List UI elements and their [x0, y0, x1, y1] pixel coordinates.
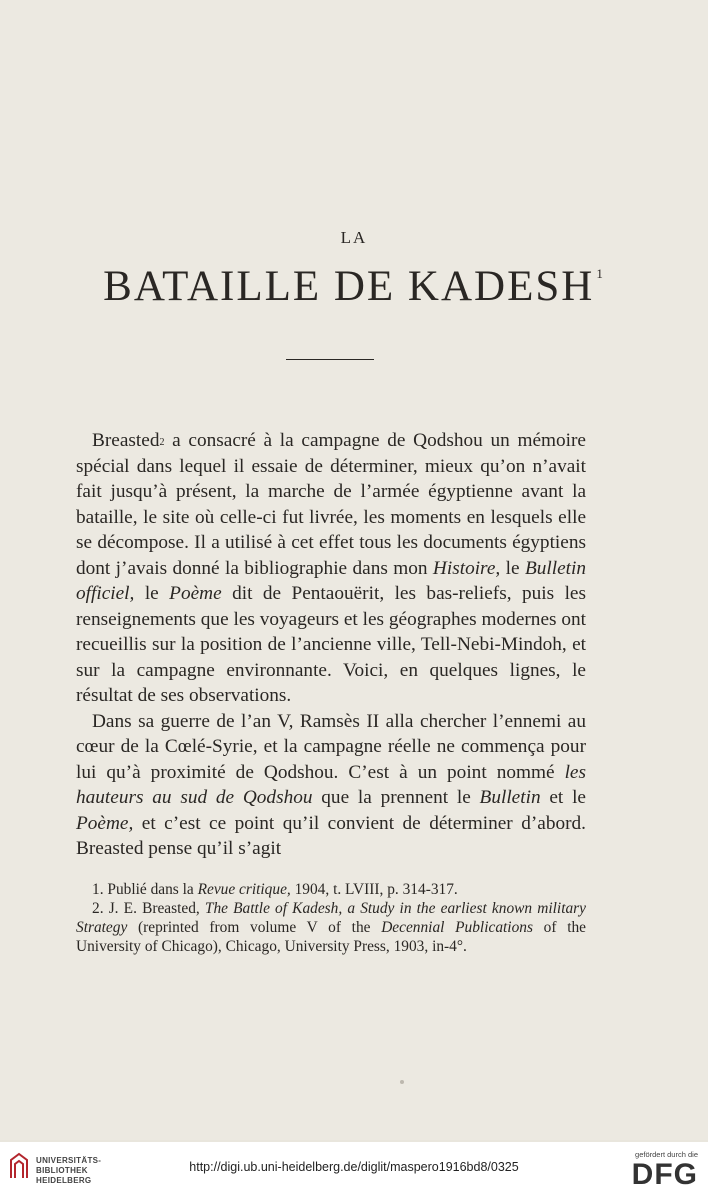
p1-italic-histoire: Histoire,	[432, 557, 501, 579]
footnote-2	[76, 899, 586, 956]
footnotes	[76, 880, 586, 956]
paper-speck	[400, 1080, 404, 1084]
fn1-text-b: 1904, t. LVIII, p. 314-317.	[290, 881, 458, 898]
p2-text-b: que la prennent le	[312, 787, 480, 808]
p1-text-c: le	[500, 557, 525, 579]
fn1-text-a: 1. Publié dans la	[92, 881, 198, 898]
dfg-logo: DFG	[631, 1158, 698, 1191]
digitization-footer	[0, 1142, 708, 1198]
p1-italic-bulletin: Bulletin officiel,	[76, 557, 586, 604]
title-footnote-ref: 1	[596, 266, 605, 281]
library-name-line3: HEIDELBERG	[36, 1176, 92, 1185]
fn2-text-c: of the University of Chicago), Chicago, University Press, 1903, in-4°.	[76, 919, 586, 955]
p1-text-d: le	[134, 583, 170, 604]
funded-by-label: gefördert durch die	[635, 1150, 698, 1159]
fn2-text-b: (reprinted from volume V of the	[127, 919, 382, 936]
footnote-1	[76, 880, 586, 899]
fn1-italic: Revue critique,	[197, 881, 291, 898]
p1-text-e: dit de Pentaouërit, les bas-reliefs, puis les renseignements que les voyageurs et les géographes modernes ont recueillis sur la position de l’ancienne ville, Tell-Nebi-Mindoh, et sur la campagne environnante. Voici, en quelques lignes, le résultat de ses observations.	[76, 583, 586, 706]
footnote-ref-2: 2	[159, 437, 165, 448]
p2-text-a: Dans sa guerre de l’an V, Ramsès II alla chercher l’ennemi au cœur de la Cœlé-Syrie, et la campagne réelle ne commença pour lui qu’à proximité de Qodshou. C’est à un point nommé	[76, 710, 586, 783]
chapter-title	[0, 262, 708, 311]
chapter-kicker: LA	[340, 228, 368, 247]
p1-italic-poeme: Poème	[169, 583, 222, 604]
title-rule	[286, 359, 374, 360]
p2-italic-bulletin: Bulletin	[479, 787, 541, 808]
page-url-link[interactable]: http://digi.ub.uni-heidelberg.de/diglit/maspero1916bd8/0325	[189, 1160, 519, 1174]
paragraph-1	[76, 428, 586, 709]
chapter-title-text: BATAILLE DE KADESH	[103, 263, 595, 310]
p1-text-b: a consacré à la campagne de Qodshou un mémoire spécial dans lequel il essaie de déterminer, mieux qu’on n’avait fait jusqu’à présent, la marche de l’armée égyptienne avant la bataille, le site où celle-ci fut livrée, les moments en lesquels elle se décompose. Il a utilisé à cet effet tous les documents égyptiens dont j’avais donné la bibliographie dans mon	[76, 430, 586, 579]
p1-text-a: Breasted	[92, 430, 160, 451]
library-name-line1: UNIVERSITÄTS-	[36, 1156, 102, 1165]
fn2-italic-series: Decennial Publications	[381, 919, 533, 936]
p2-italic-hauteurs: les hauteurs au sud de Qodshou	[76, 761, 586, 808]
library-name-line2: BIBLIOTHEK	[36, 1166, 88, 1175]
fn2-text-a: 2. J. E. Breasted,	[92, 900, 205, 917]
fn2-italic-title: The Battle of Kadesh, a Study in the earliest known military Strategy	[76, 900, 586, 936]
p2-italic-poeme: Poème,	[76, 812, 134, 834]
p2-text-c: et le	[540, 787, 586, 808]
paragraph-2	[76, 709, 586, 862]
p2-text-d: et c’est ce point qu’il convient de déterminer d’abord. Breasted pense qu’il s’agit	[76, 812, 586, 859]
body-text	[76, 428, 586, 862]
